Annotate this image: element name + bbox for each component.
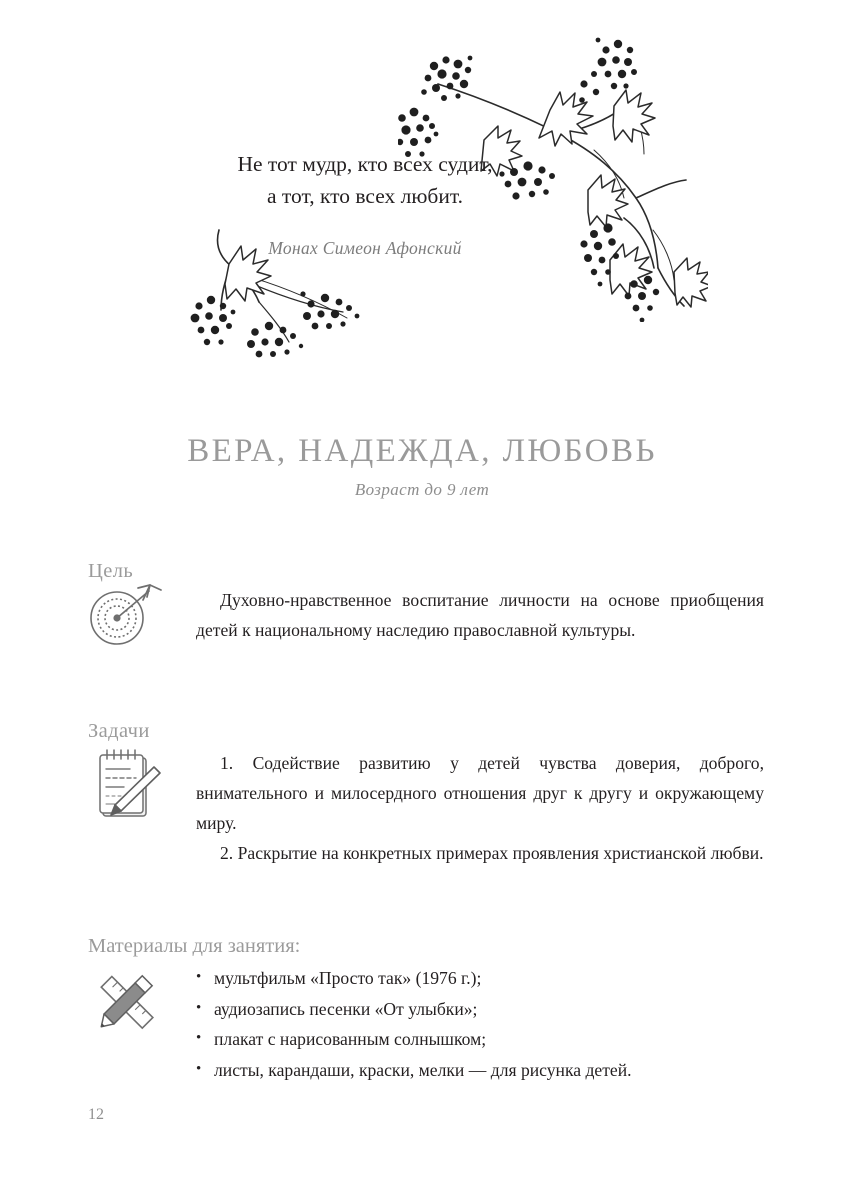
page-number: 12	[88, 1106, 104, 1123]
list-item: • мультфильм «Просто так» (1976 г.);	[196, 963, 776, 994]
task-paragraph-1: 1. Содействие развитию у детей чувства доверия, доброго, внимательного и милосердного отношения друг к другу и окружающему миру.	[196, 753, 764, 833]
epigraph-line-1: Не тот мудр, кто всех судит,	[237, 152, 493, 176]
materials-heading: Материалы для занятия:	[88, 935, 301, 957]
list-item: • листы, карандаши, краски, мелки — для рисунка детей.	[196, 1055, 776, 1086]
list-item: • плакат с нарисованным солнышком;	[196, 1024, 776, 1055]
notepad-pencil-icon	[86, 745, 168, 827]
target-arrow-icon	[86, 583, 162, 649]
page-title: ВЕРА, НАДЕЖДА, ЛЮБОВЬ	[187, 433, 657, 470]
page-subtitle: Возраст до 9 лет	[354, 480, 490, 499]
task-paragraph-2: 2. Раскрытие на конкретных примерах проявления христианской любви.	[220, 843, 764, 863]
epigraph-quote	[150, 148, 580, 212]
materials-list	[196, 963, 776, 1085]
list-item: • аудиозапись песенки «От улыбки»;	[196, 994, 776, 1025]
tasks-text	[196, 748, 764, 868]
ruler-pencil-icon	[86, 963, 166, 1041]
goal-paragraph: Духовно-нравственное воспитание личности на основе приобщения детей к национальному наследию православной культуры.	[196, 590, 764, 640]
section-heading-goal: Цель	[88, 560, 134, 582]
epigraph-line-2: а тот, кто всех любит.	[266, 184, 464, 208]
goal-text	[196, 585, 764, 645]
section-heading-tasks: Задачи	[88, 720, 150, 742]
epigraph-author: Монах Симеон Афонский	[268, 238, 462, 258]
